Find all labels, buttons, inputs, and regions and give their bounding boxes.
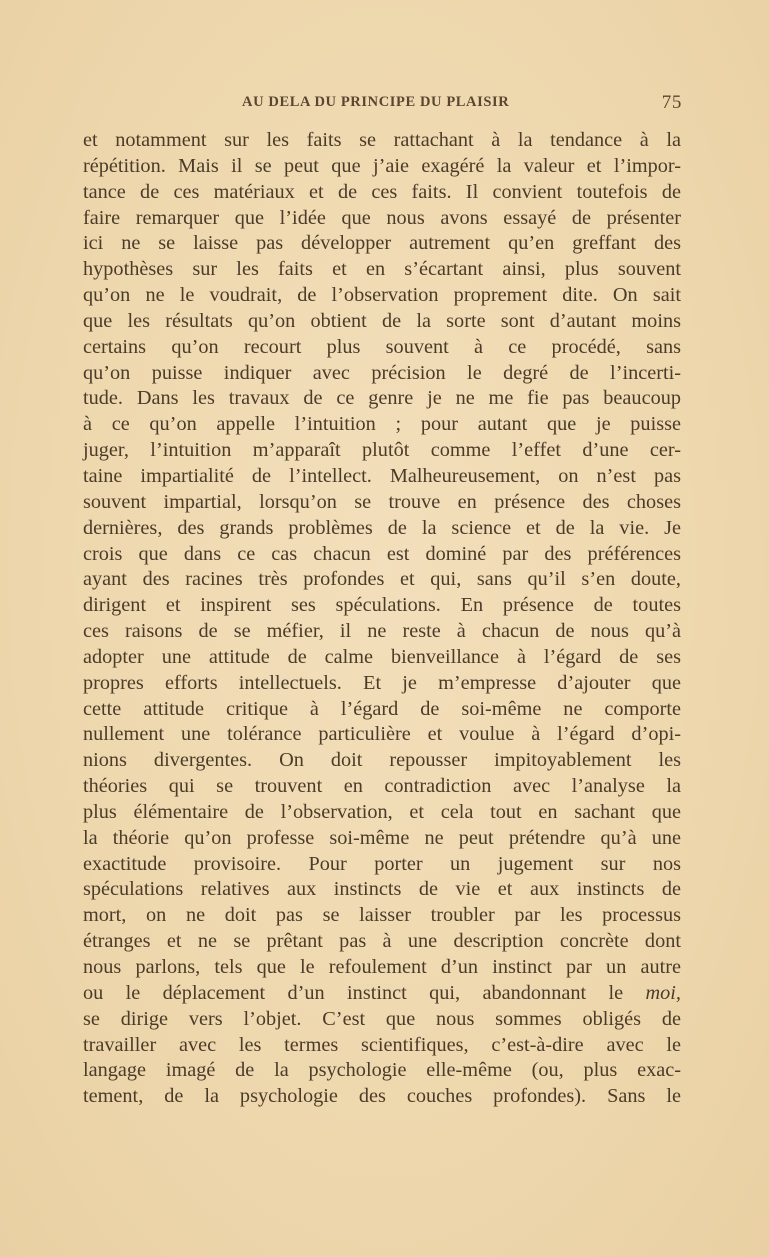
text-line: ces raisons de se méfier, il ne reste à chacun de nous qu’à — [83, 620, 681, 643]
running-head — [242, 92, 682, 114]
text-line: dernières, des grands problèmes de la science et de la vie. Je — [83, 516, 681, 539]
text-line: certains qu’on recourt plus souvent à ce procédé, sans — [83, 335, 681, 358]
text-line: adopter une attitude de calme bienveillance à l’égard de ses — [83, 645, 681, 668]
text-line-with-italic — [83, 981, 681, 1007]
text-line: nullement une tolérance particulière et voulue à l’égard d’opi- — [83, 723, 681, 746]
text-line: juger, l’intuition m’apparaît plutôt comme l’effet d’une cer- — [83, 439, 681, 462]
italic-word: moi, — [645, 981, 681, 1004]
text-line: qu’on puisse indiquer avec précision le degré de l’incerti- — [83, 361, 681, 384]
text-line: exactitude provisoire. Pour porter un jugement sur nos — [83, 852, 681, 875]
text-segment: ou le déplacement d’un instinct qui, abandonnant le — [83, 981, 624, 1004]
text-line: nions divergentes. On doit repousser impitoyablement les — [83, 749, 681, 772]
text-line: nous parlons, tels que le refoulement d’un instinct par un autre — [83, 956, 681, 978]
text-line: ayant des racines très profondes et qui, sans qu’il s’en doute, — [83, 568, 681, 591]
text-line: langage imagé de la psychologie elle-même (ou, plus exac- — [83, 1059, 681, 1082]
text-line: théories qui se trouvent en contradiction avec l’analyse la — [83, 775, 681, 798]
text-line: spéculations relatives aux instincts de vie et aux instincts de — [83, 878, 681, 901]
text-line: se dirige vers l’objet. C’est que nous sommes obligés de — [83, 1007, 681, 1030]
text-line: plus élémentaire de l’observation, et cela tout en sachant que — [83, 800, 681, 823]
text-line: souvent impartial, lorsqu’on se trouve en présence des choses — [83, 490, 681, 513]
text-line: à ce qu’on appelle l’intuition ; pour autant que je puisse — [83, 413, 681, 436]
text-line: propres efforts intellectuels. Et je m’empresse d’ajouter que — [83, 671, 681, 694]
text-line: hypothèses sur les faits et en s’écartant ainsi, plus souvent — [83, 258, 681, 281]
running-title: AU DELA DU PRINCIPE DU PLAISIR — [242, 94, 510, 110]
text-line: dirigent et inspirent ses spéculations. En présence de toutes — [83, 594, 681, 617]
text-line: la théorie qu’on professe soi-même ne peut prétendre qu’à une — [83, 826, 681, 849]
text-line: ici ne se laisse pas développer autrement qu’en greffant des — [83, 232, 681, 255]
text-line: faire remarquer que l’idée que nous avons essayé de présenter — [83, 206, 681, 229]
text-line: qu’on ne le voudrait, de l’observation proprement dite. On sait — [83, 284, 681, 307]
text-line: et notamment sur les faits se rattachant à la tendance à la — [83, 129, 681, 151]
text-line: tance de ces matériaux et de ces faits. Il convient toutefois de — [83, 180, 681, 203]
text-line: étranges et ne se prêtant pas à une description concrète dont — [83, 930, 681, 953]
page-number: 75 — [661, 92, 682, 113]
text-line: crois que dans ce cas chacun est dominé par des préférences — [83, 542, 681, 565]
text-line: travailler avec les termes scientifiques, c’est-à-dire avec le — [83, 1033, 681, 1056]
text-line: mort, on ne doit pas se laisser troubler par les processus — [83, 904, 681, 927]
text-line: cette attitude critique à l’égard de soi-même ne comporte — [83, 697, 681, 720]
text-line: tude. Dans les travaux de ce genre je ne me fie pas beaucoup — [83, 387, 681, 410]
text-line: répétition. Mais il se peut que j’aie exagéré la valeur et l’impor- — [83, 154, 681, 177]
text-line: tement, de la psychologie des couches profondes). Sans le — [83, 1085, 681, 1108]
body-text — [83, 128, 681, 1110]
text-line: que les résultats qu’on obtient de la sorte sont d’autant moins — [83, 309, 681, 332]
text-line: taine impartialité de l’intellect. Malheureusement, on n’est pas — [83, 464, 681, 487]
